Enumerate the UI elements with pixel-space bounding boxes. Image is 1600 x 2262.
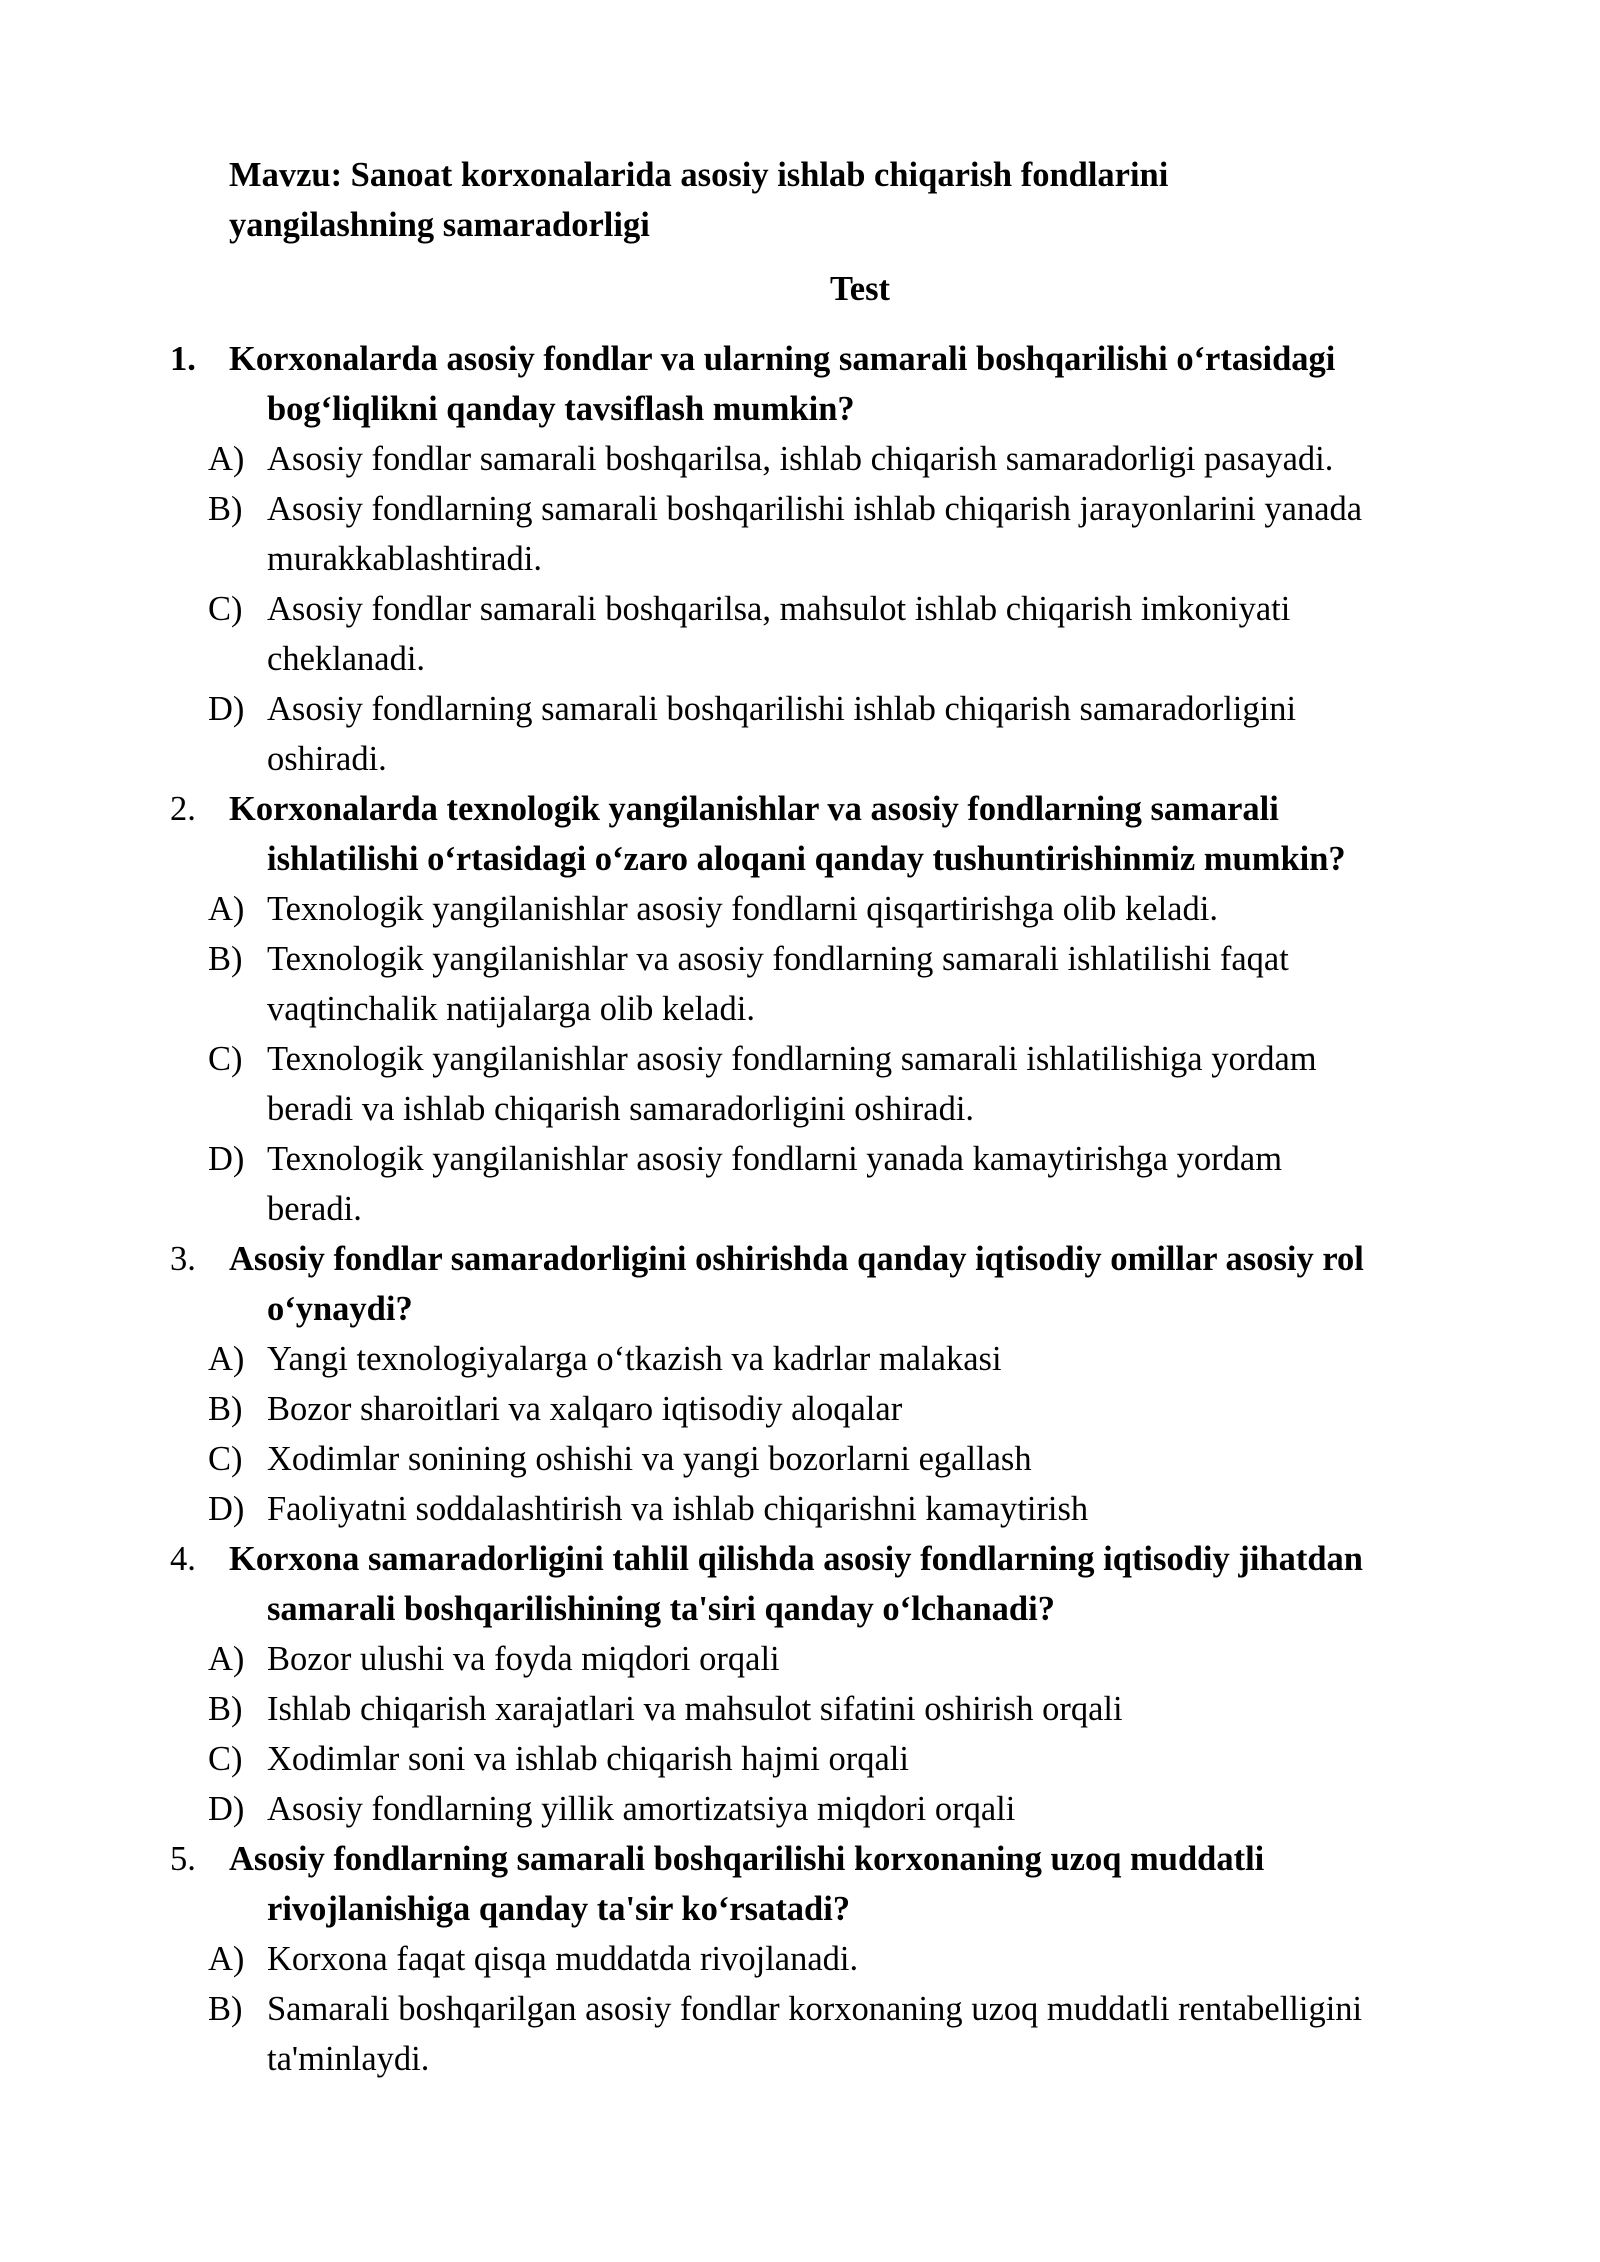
answer-options	[0, 1334, 1600, 1534]
question-line: Korxona samaradorligini tahlil qilishda asosiy fondlarning iqtisodiy jihatdan	[229, 1540, 1363, 1578]
question-line: Asosiy fondlarning samarali boshqarilishi korxonaning uzoq muddatli	[229, 1840, 1265, 1878]
question-line: rivojlanishiga qanday ta'sir ko‘rsatadi?	[267, 1890, 851, 1928]
option-text-line: Ishlab chiqarish xarajatlari va mahsulot sifatini oshirish orqali	[267, 1690, 1123, 1728]
question-line: ishlatilishi o‘rtasidagi o‘zaro aloqani qanday tushuntirishinmiz mumkin?	[267, 840, 1346, 878]
answer-option	[0, 1734, 1600, 1784]
option-letter: D)	[208, 1490, 245, 1528]
question-item	[0, 1834, 1600, 2084]
option-letter: C)	[208, 590, 243, 628]
option-text-line: Faoliyatni soddalashtirish va ishlab chiqarishni kamaytirish	[267, 1490, 1089, 1528]
document-title	[229, 150, 1429, 250]
question-item	[0, 334, 1600, 784]
option-text-line: oshiradi.	[267, 740, 387, 778]
option-text-line: ta'minlaydi.	[267, 2040, 430, 2078]
question-line: bog‘liqlikni qanday tavsiflash mumkin?	[267, 390, 855, 428]
option-letter: A)	[208, 440, 245, 478]
option-letter: A)	[208, 1640, 245, 1678]
question-number: 5.	[170, 1840, 196, 1878]
option-text-line: vaqtinchalik natijalarga olib keladi.	[267, 990, 755, 1028]
answer-option	[0, 684, 1600, 784]
answer-option	[0, 934, 1600, 1034]
question-text	[0, 334, 1600, 434]
option-text-line: Texnologik yangilanishlar va asosiy fondlarning samarali ishlatilishi faqat	[267, 940, 1289, 978]
option-letter: B)	[208, 1690, 243, 1728]
option-letter: D)	[208, 690, 245, 728]
option-letter: B)	[208, 940, 243, 978]
option-letter: A)	[208, 890, 245, 928]
option-letter: C)	[208, 1440, 243, 1478]
question-text	[0, 1234, 1600, 1334]
option-text-line: Samarali boshqarilgan asosiy fondlar korxonaning uzoq muddatli rentabelligini	[267, 1990, 1363, 2028]
answer-option	[0, 1934, 1600, 1984]
option-text-line: Bozor ulushi va foyda miqdori orqali	[267, 1640, 780, 1678]
question-number: 3.	[170, 1240, 196, 1278]
question-text	[0, 1534, 1600, 1634]
option-text-line: Yangi texnologiyalarga o‘tkazish va kadrlar malakasi	[267, 1340, 1002, 1378]
answer-option	[0, 1984, 1600, 2084]
option-letter: A)	[208, 1340, 245, 1378]
option-letter: B)	[208, 1990, 243, 2028]
question-number: 1.	[170, 340, 196, 378]
option-text-line: cheklanadi.	[267, 640, 426, 678]
answer-option	[0, 1484, 1600, 1534]
option-text-line: Asosiy fondlarning samarali boshqarilishi ishlab chiqarish samaradorligini	[267, 690, 1297, 728]
answer-option	[0, 584, 1600, 684]
question-line: o‘ynaydi?	[267, 1290, 413, 1328]
option-text-line: murakkablashtiradi.	[267, 540, 542, 578]
option-text-line: Asosiy fondlar samarali boshqarilsa, ishlab chiqarish samaradorligi pasayadi.	[267, 440, 1334, 478]
question-line: Korxonalarda texnologik yangilanishlar va asosiy fondlarning samarali	[229, 790, 1279, 828]
option-text-line: Texnologik yangilanishlar asosiy fondlarni qisqartirishga olib keladi.	[267, 890, 1218, 928]
question-number: 4.	[170, 1540, 196, 1578]
option-letter: D)	[208, 1140, 245, 1178]
question-line: samarali boshqarilishining ta'siri qanday o‘lchanadi?	[267, 1590, 1055, 1628]
question-line: Asosiy fondlar samaradorligini oshirishda qanday iqtisodiy omillar asosiy rol	[229, 1240, 1364, 1278]
option-text-line: Korxona faqat qisqa muddatda rivojlanadi.	[267, 1940, 859, 1978]
option-text-line: Xodimlar soni va ishlab chiqarish hajmi orqali	[267, 1740, 909, 1778]
answer-option	[0, 1684, 1600, 1734]
option-text-line: Texnologik yangilanishlar asosiy fondlarning samarali ishlatilishiga yordam	[267, 1040, 1317, 1078]
answer-options	[0, 1934, 1600, 2084]
title-line: Mavzu: Sanoat korxonalarida asosiy ishlab chiqarish fondlarini	[229, 156, 1169, 194]
question-item	[0, 784, 1600, 1234]
answer-options	[0, 434, 1600, 784]
question-text	[0, 784, 1600, 884]
answer-option	[0, 1384, 1600, 1434]
option-text-line: Texnologik yangilanishlar asosiy fondlarni yanada kamaytirishga yordam	[267, 1140, 1283, 1178]
option-letter: B)	[208, 1390, 243, 1428]
option-letter: A)	[208, 1940, 245, 1978]
option-letter: C)	[208, 1040, 243, 1078]
question-item	[0, 1534, 1600, 1834]
answer-option	[0, 1334, 1600, 1384]
question-number: 2.	[170, 790, 196, 828]
answer-option	[0, 1784, 1600, 1834]
answer-option	[0, 1634, 1600, 1684]
question-line: Korxonalarda asosiy fondlar va ularning samarali boshqarilishi o‘rtasidagi	[229, 340, 1336, 378]
option-text-line: Asosiy fondlarning samarali boshqarilishi ishlab chiqarish jarayonlarini yanada	[267, 490, 1363, 528]
question-list	[0, 334, 1600, 2084]
option-text-line: Bozor sharoitlari va xalqaro iqtisodiy aloqalar	[267, 1390, 903, 1428]
option-text-line: Xodimlar sonining oshishi va yangi bozorlarni egallash	[267, 1440, 1032, 1478]
option-letter: C)	[208, 1740, 243, 1778]
answer-option	[0, 1034, 1600, 1134]
option-text-line: beradi va ishlab chiqarish samaradorligini oshiradi.	[267, 1090, 975, 1128]
title-line: yangilashning samaradorligi	[229, 206, 650, 244]
answer-options	[0, 1634, 1600, 1834]
question-item	[0, 1234, 1600, 1534]
option-letter: D)	[208, 1790, 245, 1828]
question-text	[0, 1834, 1600, 1934]
answer-option	[0, 1434, 1600, 1484]
answer-option	[0, 484, 1600, 584]
option-letter: B)	[208, 490, 243, 528]
option-text-line: Asosiy fondlar samarali boshqarilsa, mahsulot ishlab chiqarish imkoniyati	[267, 590, 1291, 628]
answer-option	[0, 434, 1600, 484]
answer-option	[0, 1134, 1600, 1234]
test-heading: Test	[829, 270, 891, 308]
answer-options	[0, 884, 1600, 1234]
option-text-line: Asosiy fondlarning yillik amortizatsiya miqdori orqali	[267, 1790, 1016, 1828]
answer-option	[0, 884, 1600, 934]
option-text-line: beradi.	[267, 1190, 362, 1228]
